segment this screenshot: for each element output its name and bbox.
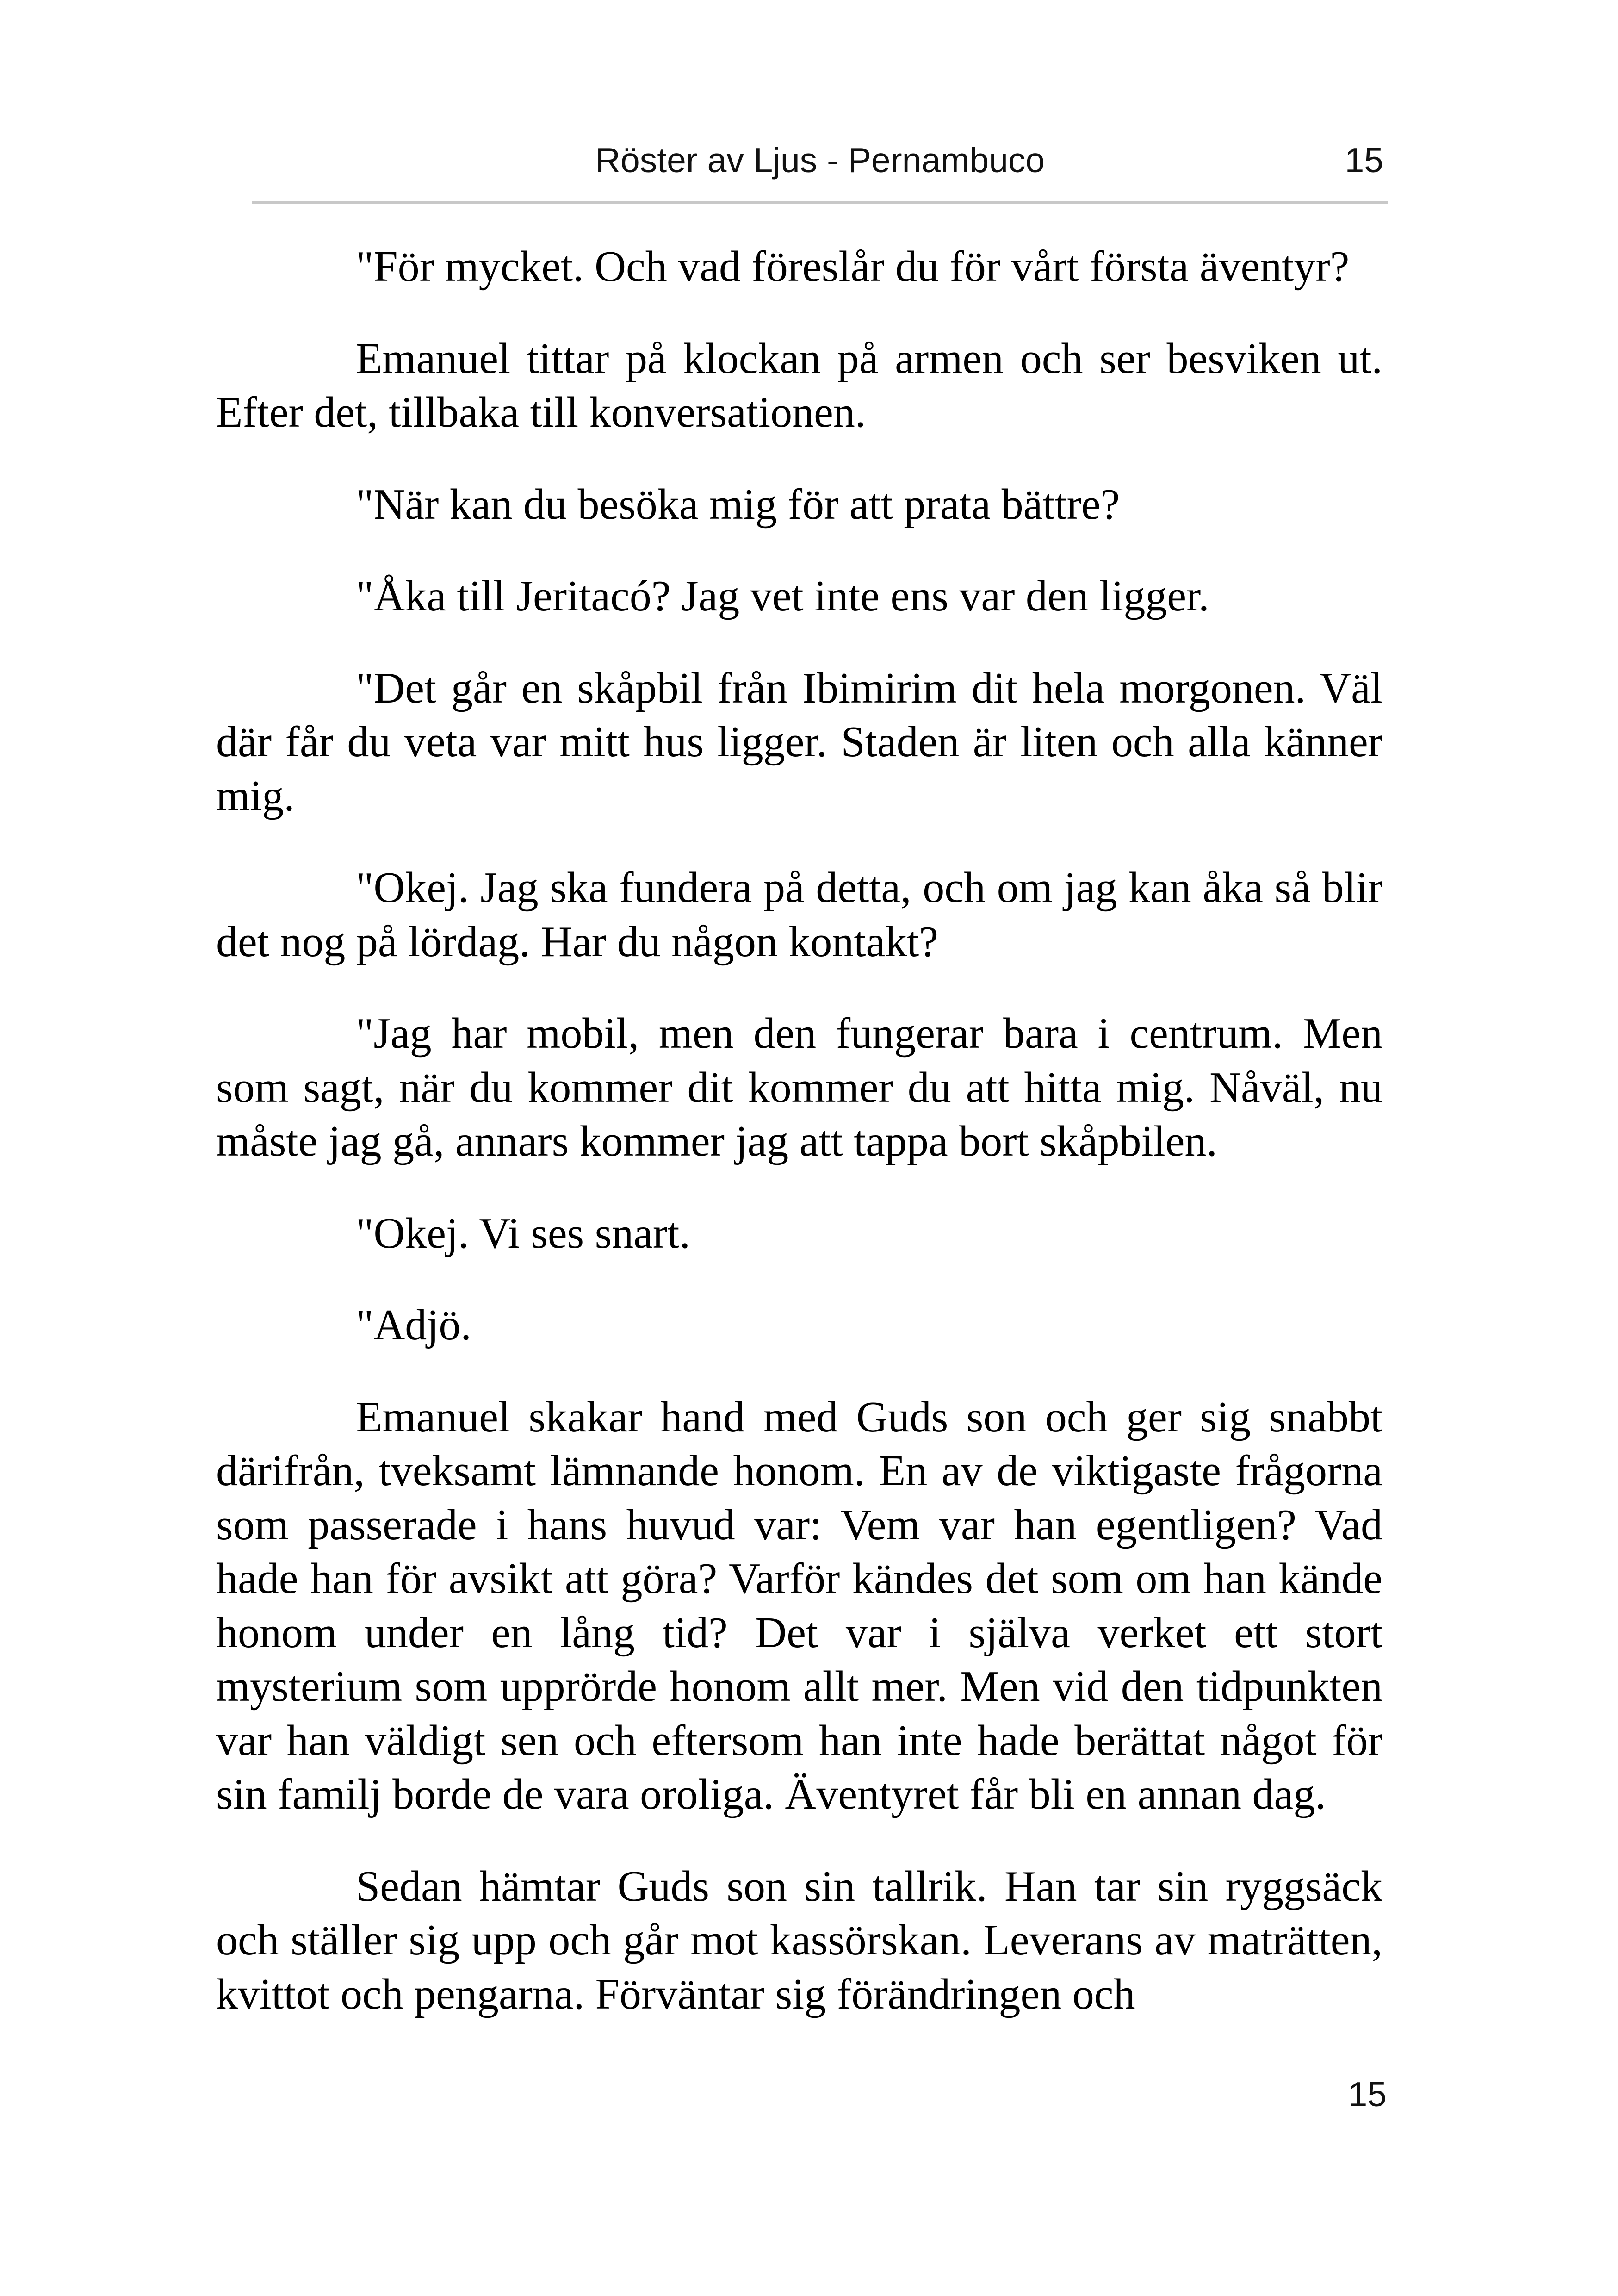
paragraph: "Åka till Jeritacó? Jag vet inte ens var den ligger. — [356, 572, 1209, 620]
paragraph: "Adjö. — [356, 1301, 471, 1349]
footer-page-number: 15 — [1348, 2075, 1387, 2114]
paragraph: "Okej. Jag ska fundera på detta, och om jag kan åka så blir det nog på lördag. Har du någon kontakt? — [216, 864, 1382, 966]
running-header — [252, 137, 1388, 204]
paragraph: Emanuel tittar på klockan på armen och ser besviken ut. Efter det, tillbaka till konversationen. — [216, 334, 1382, 436]
paragraph: "För mycket. Och vad föreslår du för vårt första äventyr? — [356, 243, 1350, 291]
header-page-number: 15 — [1345, 141, 1383, 180]
book-title: Röster av Ljus - Pernambuco — [595, 141, 1045, 180]
paragraph: "Det går en skåpbil från Ibimirim dit hela morgonen. Väl där får du veta var mitt hus ligger. Staden är liten och alla känner mig. — [216, 664, 1382, 820]
paragraph: "Okej. Vi ses snart. — [356, 1209, 690, 1257]
paragraph: Sedan hämtar Guds son sin tallrik. Han tar sin ryggsäck och ställer sig upp och går mot kassörskan. Leverans av maträtten, kvittot och pengarna. Förväntar sig förändringen och — [216, 1862, 1382, 2018]
paragraph: Emanuel skakar hand med Guds son och ger sig snabbt därifrån, tveksamt lämnande honom. En av de viktigaste frågorna som passerade i hans huvud var: Vem var han egentligen? Vad hade han för avsikt att göra? Varför kändes det som om han kände honom under en lång tid? Det var i själva verket ett stort mysterium som upprörde honom allt mer. Men vid den tidpunkten var han väldigt sen och eftersom han inte hade berättat något för sin familj borde de vara oroliga. Äventyret får bli en annan dag. — [216, 1393, 1382, 1818]
paragraph: "När kan du besöka mig för att prata bättre? — [356, 480, 1120, 529]
body-text — [216, 240, 1382, 2059]
paragraph: "Jag har mobil, men den fungerar bara i centrum. Men som sagt, när du kommer dit kommer du att hitta mig. Nåväl, nu måste jag gå, annars kommer jag att tappa bort skåpbilen. — [216, 1009, 1382, 1165]
